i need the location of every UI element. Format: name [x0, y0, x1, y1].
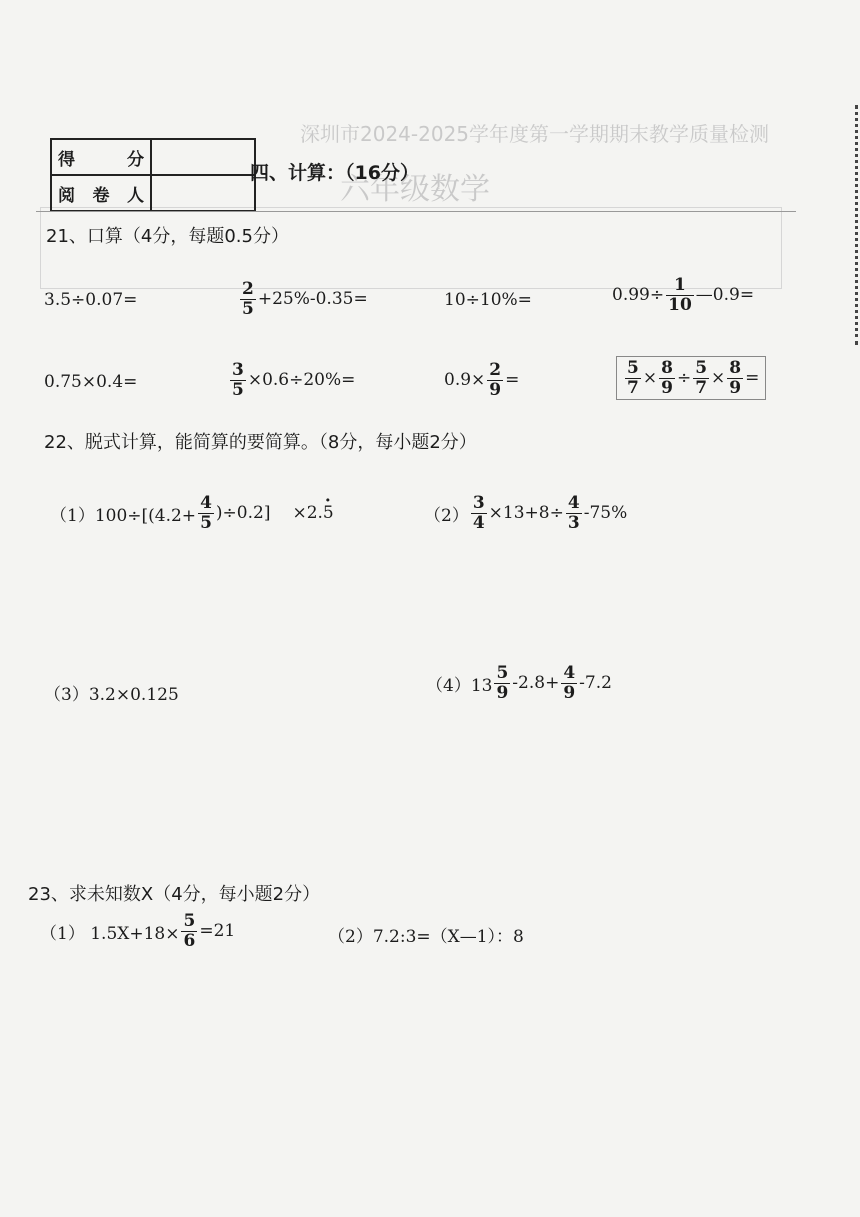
- expr-text: （1） 1.5X+18×: [40, 923, 180, 944]
- fraction: [494, 664, 510, 702]
- expr-text: 3.5÷0.07=: [44, 290, 138, 310]
- fraction: [727, 359, 743, 397]
- q21-item-1: [44, 290, 137, 310]
- q22-problem-3: [44, 680, 179, 705]
- fraction: [561, 664, 577, 702]
- fraction: [487, 361, 503, 399]
- numerator: 5: [496, 663, 509, 683]
- numerator: 2: [489, 360, 502, 380]
- q21-title: 21、口算（4分，每题0.5分）: [46, 226, 289, 247]
- expr-text: +25%-0.35=: [257, 289, 368, 310]
- expr-text: （1）100÷[(4.2+: [50, 505, 197, 526]
- score-field: [151, 139, 255, 175]
- fraction: [471, 494, 487, 532]
- expr-text: （3）3.2×0.125: [44, 685, 179, 705]
- denominator: 9: [729, 377, 742, 398]
- numerator: 8: [661, 358, 673, 378]
- expr-text: ×13+8÷: [488, 503, 564, 524]
- q21-item-8: [616, 356, 766, 400]
- denominator: 5: [242, 298, 254, 319]
- denominator: 9: [489, 379, 502, 400]
- fraction: [666, 276, 694, 314]
- q22-problem-4: [426, 664, 612, 702]
- expr-text: -75%: [583, 503, 628, 524]
- numerator: 4: [200, 493, 212, 513]
- numerator: 5: [695, 358, 708, 378]
- expr-text: 10÷10%=: [444, 290, 532, 310]
- fraction: [659, 359, 675, 397]
- expr-text: 0.99÷: [612, 285, 665, 306]
- expr-text: =21: [199, 921, 236, 942]
- q21-item-6: [228, 361, 355, 399]
- q22-problem-2: [424, 494, 627, 532]
- expr-text: （2）7.2:3=（X—1）：8: [328, 927, 524, 947]
- expr-text: ×0.6÷20%=: [247, 370, 356, 391]
- q23-problem-2: [328, 922, 524, 947]
- denominator: 6: [183, 930, 196, 951]
- denominator: 7: [695, 377, 708, 398]
- denominator: 4: [472, 512, 485, 533]
- expr-text: )÷0.2]: [215, 503, 271, 524]
- denominator: 3: [567, 512, 580, 533]
- denominator: 5: [232, 379, 244, 400]
- score-box: [50, 138, 256, 212]
- expr-text: 0.9×: [444, 370, 486, 391]
- expr-text: 0.75×0.4=: [44, 372, 138, 392]
- numerator: 5: [183, 911, 196, 931]
- bleed-through-header: 深圳市2024-2025学年度第一学期期末教学质量检测: [300, 122, 770, 146]
- q21-item-7: [444, 361, 519, 399]
- denominator: 9: [661, 377, 673, 398]
- fraction: [181, 912, 197, 950]
- expr-text: —0.9=: [695, 285, 755, 306]
- numerator: 2: [242, 279, 254, 299]
- grader-label: 阅卷人: [51, 175, 151, 211]
- q23-problem-1: [40, 912, 235, 950]
- divider-line: [36, 211, 796, 212]
- expr-text: （2）: [424, 505, 469, 526]
- numerator: 3: [232, 360, 244, 380]
- repeating-digit: · 5: [323, 503, 334, 523]
- expr-text: （4）13: [426, 675, 493, 696]
- denominator: 10: [668, 294, 692, 315]
- grader-field: [151, 175, 255, 211]
- fraction: [198, 494, 214, 532]
- bleed-through-subject: 六年级数学: [340, 172, 490, 207]
- fraction: [625, 359, 641, 397]
- fraction: [240, 280, 256, 318]
- denominator: 9: [496, 682, 509, 703]
- q21-item-5: [44, 372, 137, 392]
- expr-text: =: [745, 368, 760, 389]
- numerator: 4: [567, 493, 580, 513]
- q21-item-3: [444, 290, 532, 310]
- q23-title: 23、求未知数X（4分，每小题2分）: [28, 884, 321, 905]
- q21-item-2: [238, 280, 368, 318]
- denominator: 7: [627, 377, 639, 398]
- operator: ×: [642, 368, 658, 389]
- q22-title: 22、脱式计算，能简算的要简算。（8分，每小题2分）: [44, 432, 477, 453]
- section-title: 四、计算：（16分）: [250, 162, 419, 184]
- numerator: 4: [563, 663, 576, 683]
- expr-text: -7.2: [579, 673, 612, 694]
- expr-text: =: [505, 370, 520, 391]
- expr-text: ×2.: [292, 503, 323, 524]
- score-label: 得 分: [51, 139, 151, 175]
- numerator: 1: [674, 275, 686, 295]
- denominator: 9: [563, 682, 576, 703]
- denominator: 5: [200, 512, 212, 533]
- fraction: [230, 361, 246, 399]
- operator: ×: [711, 368, 726, 389]
- fraction: [566, 494, 582, 532]
- numerator: 3: [472, 493, 485, 513]
- q21-item-4: [612, 276, 754, 314]
- numerator: 5: [627, 358, 639, 378]
- expr-text: -2.8+: [512, 673, 560, 694]
- fraction: [693, 359, 709, 397]
- numerator: 8: [729, 358, 742, 378]
- q22-problem-1: [50, 494, 334, 532]
- operator: ÷: [676, 368, 692, 389]
- binding-edge: [855, 105, 858, 345]
